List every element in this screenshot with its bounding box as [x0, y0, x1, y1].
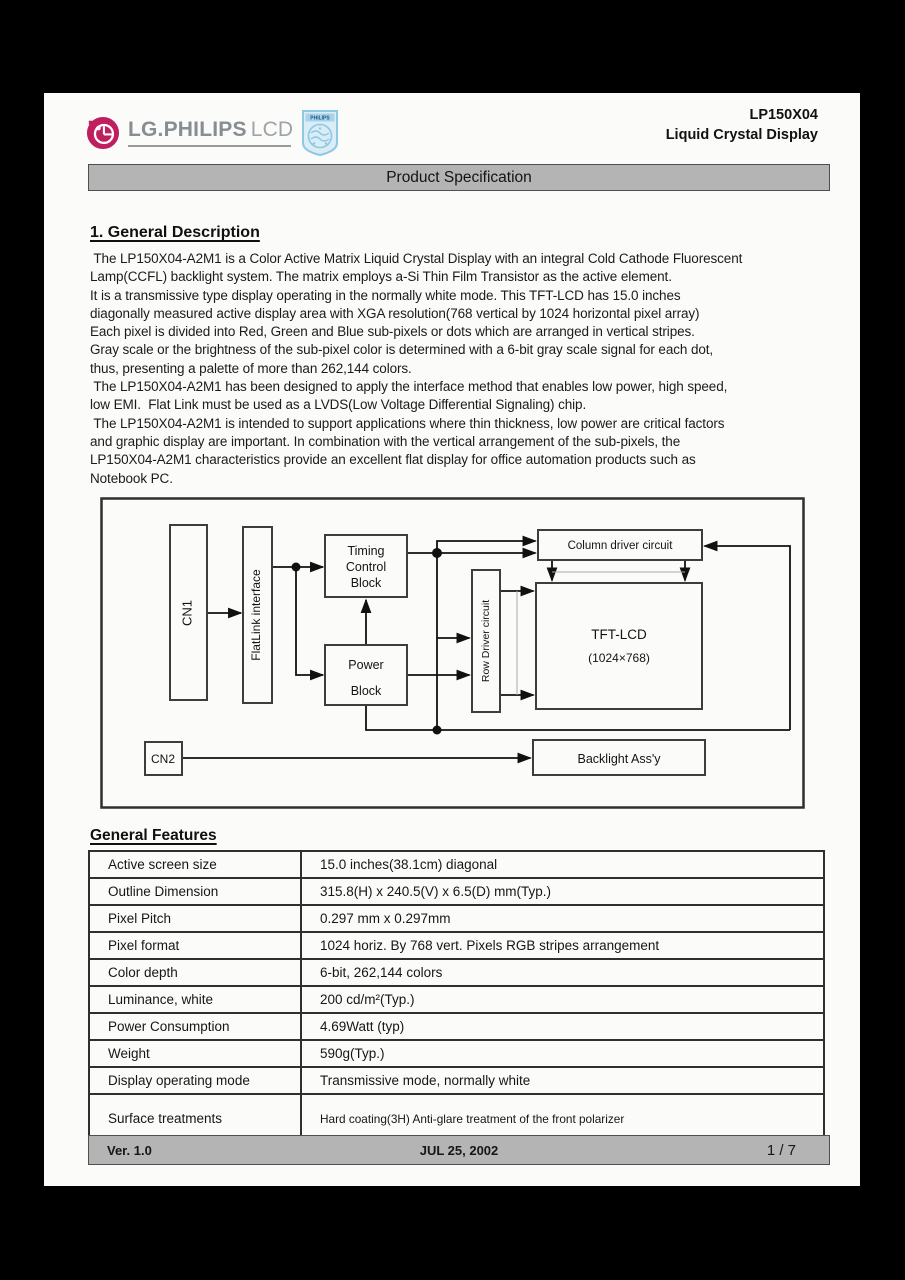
label-backlight-assy: Backlight Ass'y: [577, 752, 661, 766]
feature-value: 200 cd/m²(Typ.): [320, 992, 415, 1007]
feature-label: Color depth: [90, 960, 302, 985]
feature-value: 15.0 inches(38.1cm) diagonal: [320, 857, 498, 872]
table-row: [90, 933, 823, 960]
footer-date: JUL 25, 2002: [419, 1142, 499, 1158]
feature-label: Pixel Pitch: [90, 906, 302, 931]
footer-bar: [88, 1135, 830, 1165]
diagram-box-tft-lcd: [536, 583, 702, 709]
paragraph-line: thus, presenting a palette of more than 262,144 colors.: [90, 360, 412, 376]
table-row: [90, 1068, 823, 1095]
label-timing-1: Timing: [347, 544, 385, 558]
table-row: [90, 906, 823, 933]
paragraph-line: Notebook PC.: [90, 470, 173, 486]
feature-label: Luminance, white: [90, 987, 302, 1012]
junction-dot: [432, 548, 442, 558]
paragraph-line: diagonally measured active display area with XGA resolution(768 vertical by 1024 horizontal pixel array): [90, 305, 700, 321]
lg-face-icon: [86, 116, 120, 150]
features-table: [88, 850, 825, 1144]
table-row: [90, 1041, 823, 1068]
paragraph-line: low EMI. Flat Link must be used as a LVDS(Low Voltage Differential Signaling) chip.: [90, 397, 587, 413]
brand-name: LG.PHILIPS: [128, 117, 247, 141]
footer-page-number: 1 / 7: [766, 1141, 796, 1159]
feature-value: 315.8(H) x 240.5(V) x 6.5(D) mm(Typ.): [320, 884, 552, 899]
label-column-driver-circuit: Column driver circuit: [567, 540, 673, 552]
label-power-1: Power: [348, 658, 384, 672]
header-logo: [86, 107, 339, 159]
paragraph-line: and graphic display are important. In combination with the vertical arrangement of the sub-pixels, the: [90, 433, 681, 449]
paragraph-line: The LP150X04-A2M1 has been designed to apply the interface method that enables low power, high speed,: [90, 379, 728, 395]
label-row-driver-circuit: Row Driver circuit: [479, 599, 492, 683]
footer-version: Ver. 1.0: [107, 1142, 152, 1158]
paragraph-line: Each pixel is divided into Red, Green and Blue sub-pixels or dots which are arranged in vertical stripes.: [90, 324, 695, 340]
block-diagram: [100, 497, 805, 809]
feature-label: Pixel format: [90, 933, 302, 958]
title-bar: [88, 164, 830, 191]
feature-value: 4.69Watt (typ): [320, 1019, 405, 1034]
paragraph-line: Gray scale or the brightness of the sub-pixel color is determined with a 6-bit gray scale signal for each dot,: [90, 342, 714, 358]
general-description-text: [90, 250, 856, 488]
table-row: [90, 960, 823, 987]
paragraph-line: Lamp(CCFL) backlight system. The matrix employs a-Si Thin Film Transistor as the active element.: [90, 269, 672, 285]
feature-label: Outline Dimension: [90, 879, 302, 904]
label-cn1: CN1: [179, 599, 195, 627]
product-type: Liquid Crystal Display: [665, 126, 818, 143]
feature-label: Display operating mode: [90, 1068, 302, 1093]
model-number: LP150X04: [749, 107, 818, 123]
section-heading-general-description: 1. General Description: [90, 224, 260, 241]
feature-value: 590g(Typ.): [320, 1046, 385, 1061]
feature-label: Power Consumption: [90, 1014, 302, 1039]
label-cn2: CN2: [150, 752, 176, 766]
section-heading-general-features: General Features: [90, 827, 217, 844]
brand-lockup: [128, 118, 293, 149]
title-bar-label: Product Specification: [386, 168, 532, 186]
feature-label: Active screen size: [90, 852, 302, 877]
label-timing-2: Control: [345, 560, 387, 574]
label-tft-resolution: (1024×768): [588, 651, 650, 665]
table-row: [90, 852, 823, 879]
document-page: [44, 93, 860, 1186]
feature-label: Weight: [90, 1041, 302, 1066]
label-power-2: Block: [350, 684, 382, 698]
label-timing-3: Block: [350, 576, 382, 590]
paragraph-line: The LP150X04-A2M1 is a Color Active Matrix Liquid Crystal Display with an integral Cold Cathode Fluorescent: [90, 251, 743, 266]
table-row: [90, 879, 823, 906]
feature-label: Surface treatments: [90, 1095, 302, 1142]
philips-label: PHILIPS: [310, 115, 331, 122]
table-row: [90, 987, 823, 1014]
brand-suffix: LCD: [250, 117, 294, 141]
label-flatlink-interface: FlatLink interface: [249, 569, 264, 661]
paragraph-line: LP150X04-A2M1 characteristics provide an excellent flat display for office automation products such as: [90, 452, 696, 468]
feature-value: 6-bit, 262,144 colors: [320, 965, 443, 980]
feature-value: 1024 horiz. By 768 vert. Pixels RGB stripes arrangement: [320, 938, 660, 953]
philips-shield-icon: [301, 109, 339, 157]
junction-dot: [433, 726, 442, 735]
junction-dot: [292, 563, 301, 572]
header-model-block: [666, 106, 818, 145]
brand-underline: [128, 145, 291, 147]
feature-value: Hard coating(3H) Anti-glare treatment of the front polarizer: [320, 1111, 625, 1126]
paragraph-line: It is a transmissive type display operating in the normally white mode. This TFT-LCD has 15.0 inches: [90, 287, 681, 303]
feature-value: 0.297 mm x 0.297mm: [320, 911, 451, 926]
table-row: [90, 1014, 823, 1041]
paragraph-line: The LP150X04-A2M1 is intended to support applications where thin thickness, low power are critical factors: [90, 415, 725, 431]
feature-value: Transmissive mode, normally white: [320, 1073, 531, 1088]
label-tft-lcd: TFT-LCD: [591, 627, 647, 642]
